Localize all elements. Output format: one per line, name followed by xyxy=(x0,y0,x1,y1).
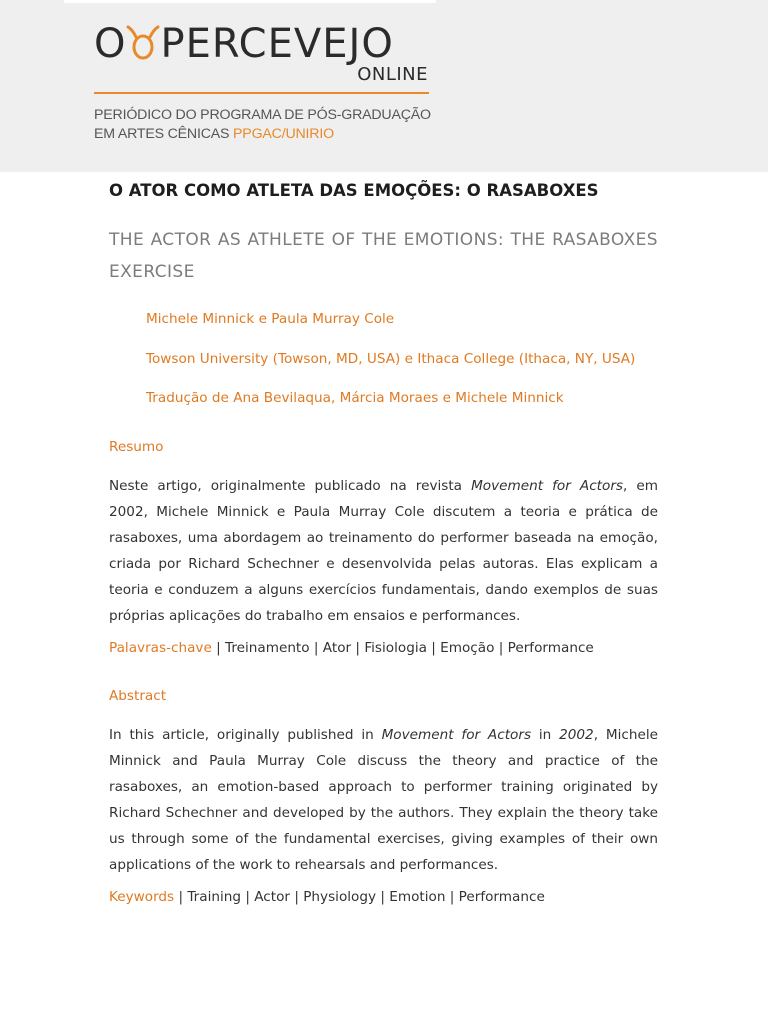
header-divider xyxy=(94,92,429,94)
tagline-line-1: PERIÓDICO DO PROGRAMA DE PÓS-GRADUAÇÃO xyxy=(94,107,431,123)
keywords-list: | Training | Actor | Physiology | Emotion | Performance xyxy=(174,889,545,905)
abstract-year: 2002 xyxy=(559,727,594,743)
abstract-keywords xyxy=(109,885,658,910)
abstract-text-start: In this article, originally published in xyxy=(109,727,382,743)
tagline-prefix: EM ARTES CÊNICAS xyxy=(94,126,230,142)
resumo-journal-name: Movement for Actors xyxy=(471,478,624,494)
title-portuguese: O ATOR COMO ATLETA DAS EMOÇÕES: O RASABOXES xyxy=(109,181,599,200)
authors: Michele Minnick e Paula Murray Cole xyxy=(146,311,395,327)
header-top-line xyxy=(64,0,436,3)
palavras-chave-label: Palavras-chave xyxy=(109,640,212,656)
abstract-text xyxy=(109,722,658,878)
title-english: THE ACTOR AS ATHLETE OF THE EMOTIONS: THE RASABOXES EXERCISE xyxy=(109,230,658,282)
abstract-journal-name: Movement for Actors xyxy=(381,727,532,743)
resumo-keywords xyxy=(109,636,658,661)
abstract-text-middle: in xyxy=(531,727,560,743)
keywords-label: Keywords xyxy=(109,889,175,905)
journal-header xyxy=(0,0,768,172)
palavras-chave-list: | Treinamento | Ator | Fisiologia | Emoção | Performance xyxy=(211,640,594,656)
abstract-text-end: , Michele Minnick and Paula Murray Cole discuss the theory and practice of the rasaboxes, an emotion-based approach to performer training originated by Richard Schechner and developed by the authors. They explain the theory take us through some of the fundamental exercises, giving examples of their own applications of the work to rehearsals and performances. xyxy=(109,727,658,873)
journal-tagline xyxy=(94,106,454,144)
abstract-heading: Abstract xyxy=(109,688,167,704)
resumo-heading: Resumo xyxy=(109,439,164,455)
resumo-text xyxy=(109,473,658,629)
logo-main-word: PERCEVEJO xyxy=(160,21,394,67)
affiliation: Towson University (Towson, MD, USA) e Ithaca College (Ithaca, NY, USA) xyxy=(146,351,636,367)
logo-online: ONLINE xyxy=(357,64,428,85)
journal-logo xyxy=(94,22,434,86)
resumo-text-end: , em 2002, Michele Minnick e Paula Murray Cole discutem a teoria e prática de rasaboxes, uma abordagem ao treinamento do performer baseada na emoção, criada por Richard Schechner e desenvolvida pelas autoras. Elas explicam a teoria e conduzem a alguns exercícios fundamentais, dando exemplos de suas próprias aplicações do trabalho em ensaios e performances. xyxy=(109,478,659,624)
translators: Tradução de Ana Bevilaqua, Márcia Moraes e Michele Minnick xyxy=(146,390,564,406)
logo-insect-icon xyxy=(126,21,160,67)
tagline-line-2 xyxy=(94,125,454,144)
logo-letter-o: O xyxy=(94,21,127,67)
tagline-program: PPGAC/UNIRIO xyxy=(233,126,334,142)
article-content xyxy=(109,178,658,910)
logo-wordmark xyxy=(94,22,394,66)
resumo-text-start: Neste artigo, originalmente publicado na revista xyxy=(109,478,472,494)
